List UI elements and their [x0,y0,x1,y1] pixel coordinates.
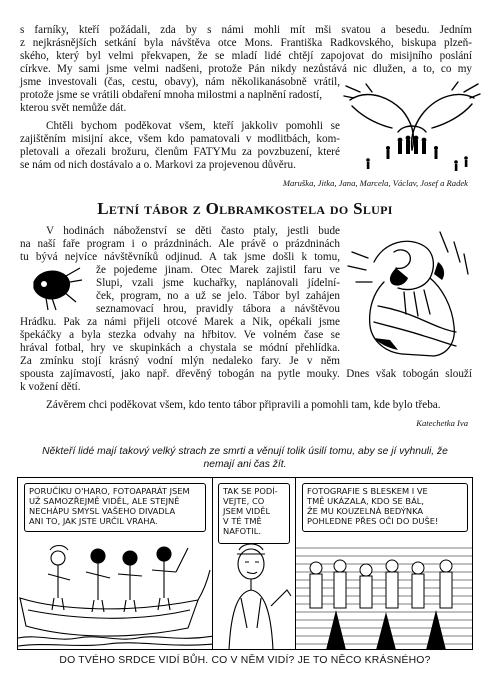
bubble-line: ŽE MU KOUZELNÁ BEDÝNKA [307,506,424,516]
signature: Katechetka Iva [416,418,468,428]
text-line: Za zmínku stojí krásný vodní mlýn nedaleko fary. Je v něm [20,355,340,367]
text-line: církve. My sami jsme velmi nadšeni, protože Pán nikdy nezůstává nic dlužen, a to, co my [20,63,472,75]
quote-line: Někteří lidé mají takový velký strach ze smrti a věnují tolik úsilí tomu, aby se jí vyhnuli, že [42,446,448,457]
bell-illustration [26,262,84,314]
bubble-line: TAK SE PODÍ- [223,486,278,496]
text-line: že pojedeme jinam. Otec Marek zajistil faru ve [96,264,340,276]
text-line: na naší faře program i o prázdninách. Ale právě o prázdninách [20,238,340,250]
text-line: pletovali a ořezali brožuru, členům FATYMu za povzbuzení, které [20,146,340,158]
text-line: Slupi, vzali jsme kuchařky, naplánovali jídelní- [96,277,340,289]
bubble-line: JSEM VIDĚL [223,506,271,516]
bubble-line: POHLEDNE PŘES OČI DO DUŠE! [307,516,439,526]
text-line: Chtěli bychom poděkovat všem, kteří jakkoliv pomohli se [46,120,340,132]
text-line: špekáčky a byla stezka odvahy na hřbitov. Ve volném čase se [20,329,340,341]
text-line: protože jsme se vrátili obdaření mnoha milostmi a naplnění radostí, [20,89,322,101]
text-line: Hrádku. Pak za námi přijeli otcové Marek a Nik, opékali jsme [20,316,340,328]
text-line: ček, program, no a už se jelo. Tábor byl zahájen [96,290,340,302]
text-line: z nejkrásnějších setkání byla návštěva otce Mons. Františka Radkovského, biskupa plzeň- [20,37,472,49]
text-line: hrával fotbal, hry ve skupinkách a chystala se módní přehlídka. [20,342,340,354]
bubble-line: UŽ SAMOZŘEJMĚ VIDĚL, ALE STEJNĚ [29,496,180,506]
text-line: jsme investovali (čas, cestu, obavy), nám několikanásobně vrátil, [20,76,340,88]
text-line: s farníky, kteří požádali, zda by s námi mohli mít mši svatou a besedu. Jedním [20,24,472,36]
bubble-line: V TÉ TMĚ [223,516,262,526]
speech-bubble [218,483,290,544]
quote-line: nemají ani čas žít. [203,458,287,470]
praying-hands-illustration [342,78,482,176]
bubble-line: FOTOGRAFIE S BLESKEM I VE [307,486,428,496]
bubble-line: NAFOTIL. [223,526,261,536]
article-title: Letní tábor z Olbramkostela do Slupi [97,199,393,218]
bubble-line: ANI TO, JAK JSTE URČIL VRAHA. [29,516,158,526]
bubble-line: PORUČÍKU O'HARO, FOTOAPARÁT JSEM [29,486,190,496]
comic-panel-2 [212,477,296,650]
signature: Maruška, Jitka, Jana, Marcela, Václav, Josef a Radek [282,178,468,188]
text-line: zajištěním misijní akce, všem kdo pamatovali v modlitbách, kom- [20,133,340,145]
text-line: ského, který byl velmi překvapen, že se mladí lidé chtějí zapojovat do misijního poslání [20,50,472,62]
pilgrim-illustration [344,222,474,360]
text-line: spousta zajímavostí, jako např. dřevěný tobogán na pytle mouky. Dnes však tobogán slouží [20,368,472,380]
comic-panel-1 [17,477,213,650]
text-line: k vožení dětí. [20,381,81,393]
text-line: Závěrem chci poděkovat všem, kdo tento tábor připravili a pomohli tam, kde bylo třeba. [46,399,441,411]
speech-bubble [302,483,468,532]
text-line: kterou svět nemůže dát. [20,102,127,114]
text-line: se nám od nich dostávalo a o. Markovi za projevenou důvěru. [20,159,296,171]
text-line: seznamovací hrou, pravidly tábora a návštěvou [96,303,340,315]
bubble-line: VEJTE, CO [223,496,265,506]
comic-panel-3 [295,477,473,650]
text-line: tu bývá nejvíce návštěvníků odjinud. A tak jsme došli k tomu, [20,251,340,263]
bubble-line: NECHÁPU SMYSL VAŠEHO DIVADLA [29,506,176,516]
bubble-line: TMĚ UKÁZALA, KDO SE BÁL, [307,496,425,506]
quote [20,446,470,471]
text-line: V hodinách náboženství se děti často ptaly, jestli bude [46,225,340,237]
comic-caption: DO TVÉHO SRDCE VIDÍ BŮH. CO V NĚM VIDÍ? JE TO NĚCO KRÁSNÉHO? [59,655,431,666]
speech-bubble [24,483,206,532]
